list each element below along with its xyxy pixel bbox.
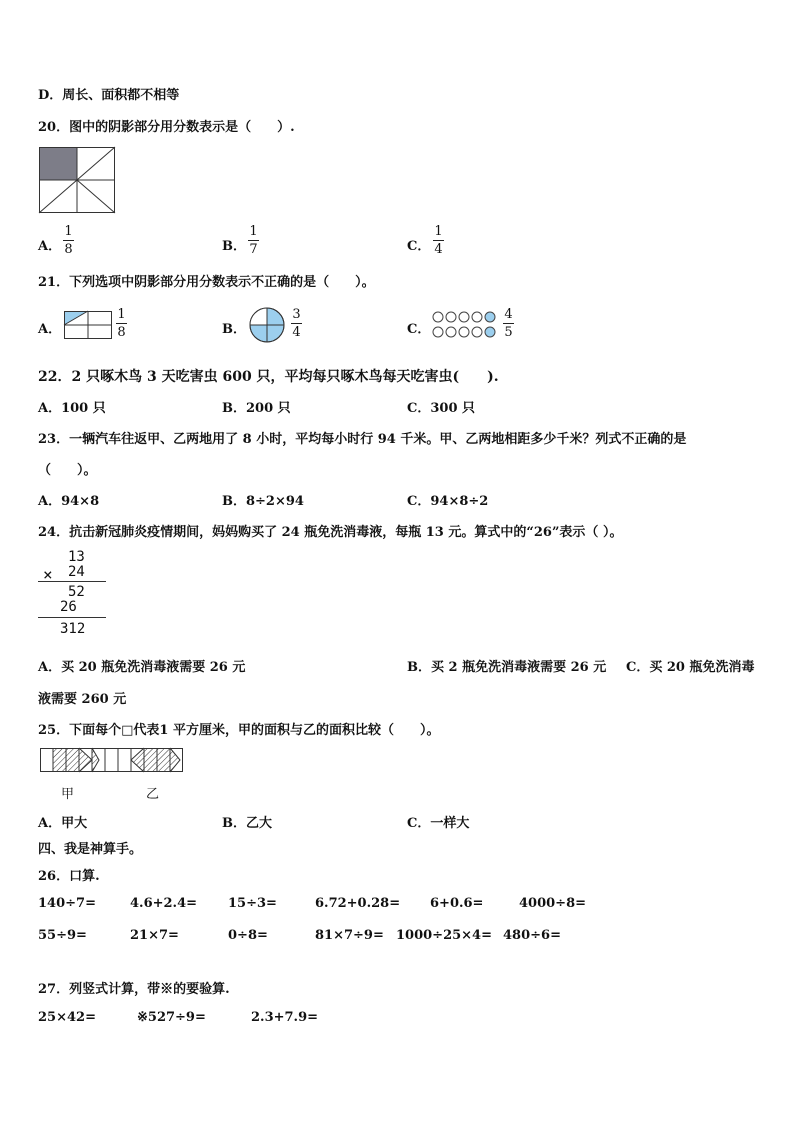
q23-option-a[interactable]: A．94×8	[38, 494, 100, 509]
q21-stem: 21．下列选项中阴影部分用分数表示不正确的是（ ）。	[38, 275, 375, 290]
q19-option-d: D．周长、面积都不相等	[38, 88, 180, 103]
q21-a-rectangle-figure	[64, 311, 112, 339]
q20-option-c-letter[interactable]: C．	[407, 239, 431, 254]
q26-item: 15÷3=	[228, 896, 277, 911]
q26-item: 81×7÷9=	[315, 928, 384, 943]
q27-item: 25×42=	[38, 1010, 96, 1025]
q20-stem: 20．图中的阴影部分用分数表示是（ ）.	[38, 120, 295, 135]
q25-stem: 25．下面每个□代表1 平方厘米，甲的面积与乙的面积比较（ ）。	[38, 723, 440, 738]
q26-item: 1000÷25×4=	[396, 928, 492, 943]
calc-line-1	[38, 581, 106, 582]
q25-option-a[interactable]: A．甲大	[38, 816, 88, 831]
q25-label-yi: 乙	[146, 787, 160, 802]
calc-partial-1: 52	[68, 584, 85, 600]
q20-option-a-letter[interactable]: A．	[38, 239, 62, 254]
calc-times-sign: ×	[43, 565, 53, 584]
q20-figure	[39, 147, 115, 213]
q24-option-c-continued: 液需要 260 元	[38, 692, 127, 707]
q21-option-a-fraction	[116, 307, 127, 340]
q23-stem-continued: （ ）。	[38, 463, 97, 478]
q25-label-jia: 甲	[61, 787, 75, 802]
numerator: 1	[249, 224, 258, 239]
q26-item: 6+0.6=	[430, 896, 484, 911]
q26-item: 140÷7=	[38, 896, 96, 911]
q27-item: 2.3+7.9=	[251, 1010, 319, 1025]
q26-item: 4.6+2.4=	[130, 896, 198, 911]
denominator: 5	[504, 325, 513, 340]
q21-c-circles-figure	[432, 310, 498, 340]
calc-partial-2: 26	[60, 599, 77, 615]
q26-item: 4000÷8=	[519, 896, 587, 911]
q26-item: 55÷9=	[38, 928, 87, 943]
q26-item: 6.72+0.28=	[315, 896, 401, 911]
q22-option-b[interactable]: B．200 只	[222, 401, 291, 416]
q24-stem: 24．抗击新冠肺炎疫情期间，妈妈购买了 24 瓶免洗消毒液，每瓶 13 元。算式中的“26”表示（ ）。	[38, 525, 623, 540]
calc-line-2	[38, 617, 106, 618]
numerator: 4	[504, 307, 513, 322]
denominator: 7	[249, 242, 258, 257]
denominator: 8	[117, 325, 126, 340]
q24-option-a[interactable]: A．买 20 瓶免洗消毒液需要 26 元	[38, 660, 246, 675]
q22-stem: 22．2 只啄木鸟 3 天吃害虫 600 只，平均每只啄木鸟每天吃害虫( ).	[38, 369, 499, 385]
denominator: 4	[292, 325, 301, 340]
q26-item: 0÷8=	[228, 928, 268, 943]
calc-multiplicand: 13	[68, 549, 85, 565]
q24-option-b[interactable]: B．买 2 瓶免洗消毒液需要 26 元	[407, 660, 607, 675]
q20-option-c-fraction	[433, 224, 444, 257]
q25-option-c[interactable]: C．一样大	[407, 816, 470, 831]
q22-option-c[interactable]: C．300 只	[407, 401, 476, 416]
q20-option-b-letter[interactable]: B．	[222, 239, 246, 254]
numerator: 1	[434, 224, 443, 239]
calc-result: 312	[60, 621, 86, 637]
denominator: 8	[64, 242, 73, 257]
numerator: 3	[292, 307, 301, 322]
q27-item: ※527÷9=	[137, 1010, 206, 1025]
q26-item: 21×7=	[130, 928, 179, 943]
q22-option-a[interactable]: A．100 只	[38, 401, 106, 416]
q21-option-c-letter[interactable]: C．	[407, 322, 431, 337]
denominator: 4	[434, 242, 443, 257]
q23-option-b[interactable]: B．8÷2×94	[222, 494, 304, 509]
q27-stem: 27．列竖式计算，带※的要验算.	[38, 982, 230, 997]
q26-item: 480÷6=	[503, 928, 561, 943]
q20-option-b-fraction	[248, 224, 259, 257]
numerator: 1	[117, 307, 126, 322]
q24-option-c[interactable]: C．买 20 瓶免洗消毒	[626, 660, 755, 675]
q20-option-a-fraction	[63, 224, 74, 257]
q21-option-b-fraction	[291, 307, 302, 340]
q21-option-a-letter[interactable]: A．	[38, 322, 62, 337]
q21-option-b-letter[interactable]: B．	[222, 322, 246, 337]
section-4-title: 四、我是神算手。	[38, 842, 143, 857]
numerator: 1	[64, 224, 73, 239]
q21-b-circle-figure	[249, 307, 285, 343]
q25-option-b[interactable]: B．乙大	[222, 816, 272, 831]
q21-option-c-fraction	[503, 307, 514, 340]
q23-option-c[interactable]: C．94×8÷2	[407, 494, 489, 509]
q23-stem: 23．一辆汽车往返甲、乙两地用了 8 小时，平均每小时行 94 千米。甲、乙两地相距多少千米？列式不正确的是	[38, 432, 687, 447]
calc-multiplier: 24	[68, 564, 85, 580]
q26-stem: 26．口算.	[38, 869, 100, 884]
q25-grid-figure	[40, 748, 183, 772]
